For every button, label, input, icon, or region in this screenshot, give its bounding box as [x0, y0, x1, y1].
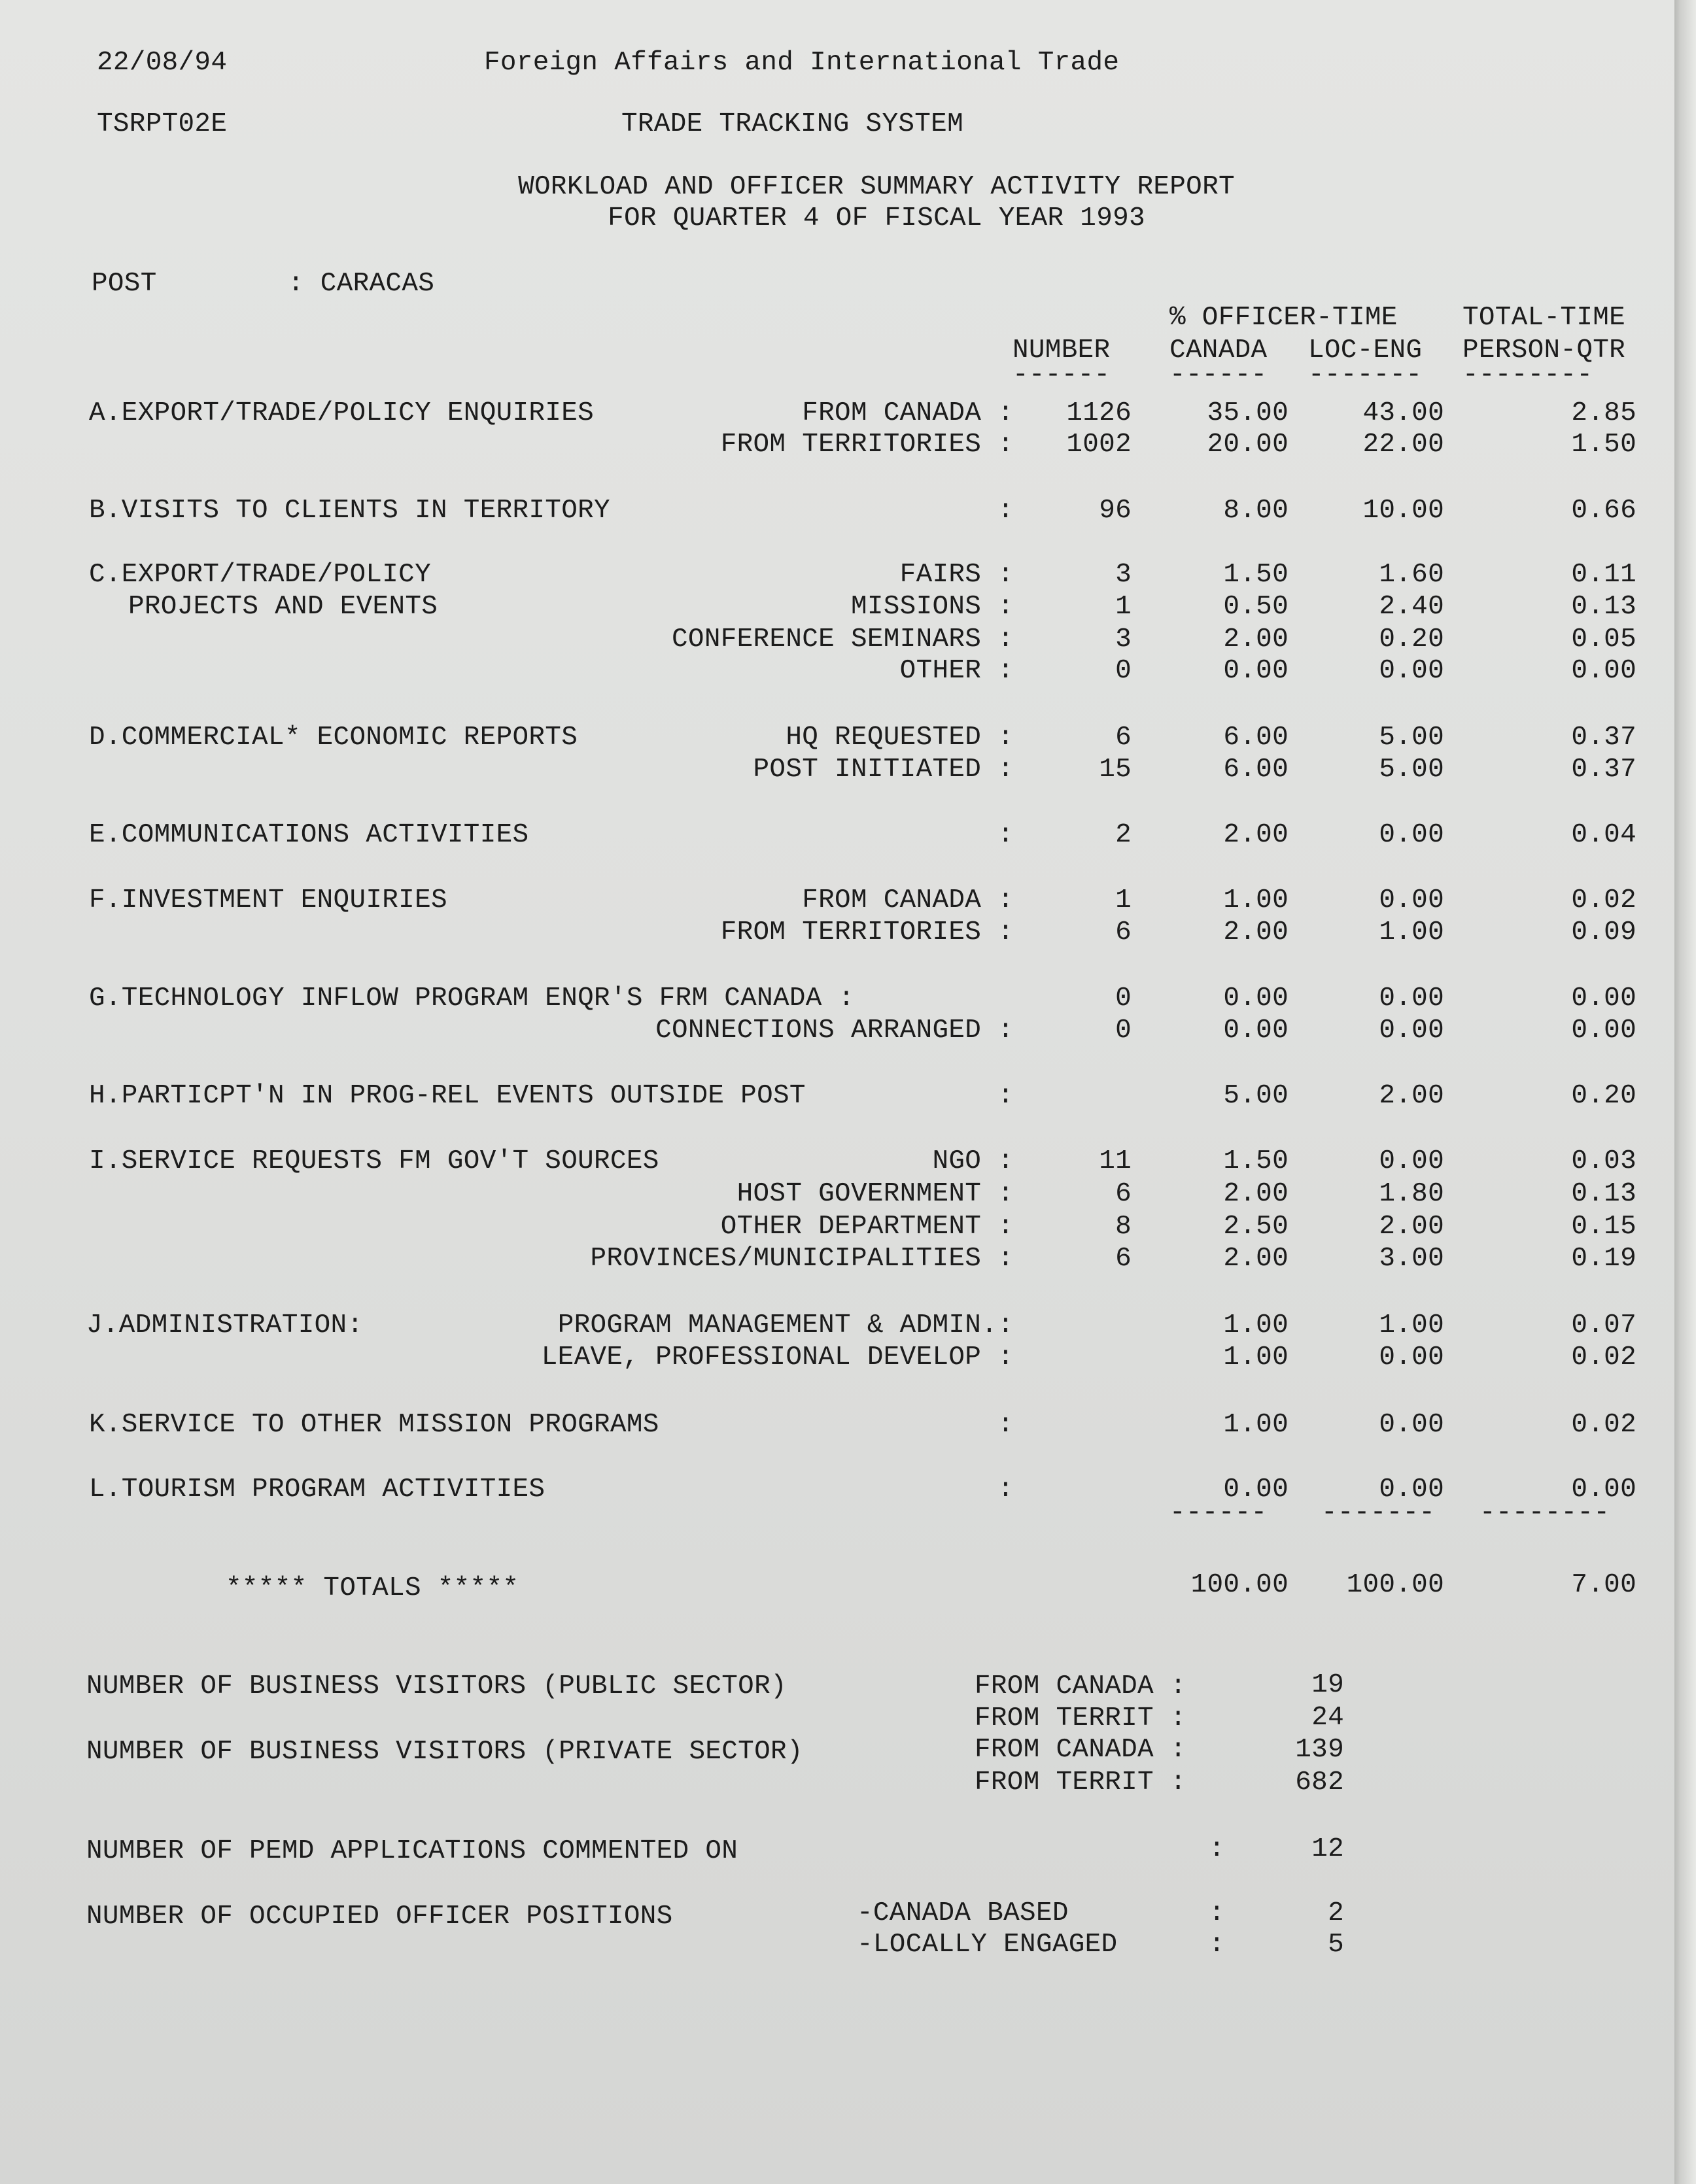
positions-local-value: 5	[1328, 1930, 1344, 1960]
section-i-row1-person: 0.03	[1571, 1146, 1636, 1176]
section-e-row1-number: 2	[1115, 820, 1132, 850]
section-e-row1-sub: :	[997, 820, 1014, 850]
section-a-row1-person: 2.85	[1571, 398, 1636, 428]
public-visitors-label: NUMBER OF BUSINESS VISITORS (PUBLIC SECTOR)	[86, 1671, 787, 1701]
section-c-row1-number: 3	[1115, 560, 1132, 590]
section-k-row1-canada: 1.00	[1223, 1410, 1289, 1440]
section-i-row2-person: 0.13	[1571, 1179, 1636, 1209]
section-c-row3-number: 3	[1115, 624, 1132, 655]
private-visitors-label: NUMBER OF BUSINESS VISITORS (PRIVATE SECTOR)	[86, 1737, 803, 1767]
section-j-label: J.ADMINISTRATION:	[86, 1310, 364, 1340]
section-d-row2-loceng: 5.00	[1379, 755, 1444, 785]
section-d-row1-loceng: 5.00	[1379, 723, 1444, 753]
private-from-territ-value: 682	[1295, 1767, 1344, 1798]
section-i-label: I.SERVICE REQUESTS FM GOV'T SOURCES	[89, 1146, 659, 1176]
section-f-row2-sub: FROM TERRITORIES :	[720, 917, 1014, 947]
number-col-underline: ------	[1012, 360, 1111, 390]
section-c-row3-sub: CONFERENCE SEMINARS :	[672, 624, 1014, 655]
section-g-row1-person: 0.00	[1571, 983, 1636, 1014]
section-d-row1-canada: 6.00	[1223, 723, 1289, 753]
section-k-row1-person: 0.02	[1571, 1410, 1636, 1440]
section-j-row2-canada: 1.00	[1223, 1342, 1289, 1373]
loceng-col-underline: -------	[1308, 360, 1423, 390]
section-j-row1-sub: PROGRAM MANAGEMENT & ADMIN.:	[557, 1310, 1014, 1340]
section-g-row2-number: 0	[1115, 1015, 1132, 1046]
section-g-row2-person: 0.00	[1571, 1015, 1636, 1046]
department-name: Foreign Affairs and International Trade	[484, 48, 1120, 78]
section-h-row1-canada: 5.00	[1223, 1081, 1289, 1111]
system-name: TRADE TRACKING SYSTEM	[621, 109, 963, 139]
section-d-row2-sub: POST INITIATED :	[753, 755, 1014, 785]
section-i-row2-sub: HOST GOVERNMENT :	[736, 1179, 1014, 1209]
section-c-row1-loceng: 1.60	[1379, 560, 1444, 590]
section-b-row1-number: 96	[1099, 496, 1132, 526]
section-i-row4-sub: PROVINCES/MUNICIPALITIES :	[590, 1244, 1014, 1274]
section-d-row1-sub: HQ REQUESTED :	[786, 723, 1014, 753]
section-e-row1-canada: 2.00	[1223, 820, 1289, 850]
positions-label: NUMBER OF OCCUPIED OFFICER POSITIONS	[86, 1902, 673, 1932]
section-c-row4-person: 0.00	[1571, 656, 1636, 686]
section-j-row1-loceng: 1.00	[1379, 1310, 1444, 1340]
section-f-row2-number: 6	[1115, 917, 1132, 947]
loceng-col-header: LOC-ENG	[1308, 335, 1423, 366]
section-a-row2-person: 1.50	[1571, 430, 1636, 460]
canada-col-header: CANADA	[1169, 335, 1268, 366]
canada-col-underline: ------	[1169, 360, 1268, 390]
section-d-label: D.COMMERCIAL* ECONOMIC REPORTS	[89, 723, 578, 753]
section-c-row1-sub: FAIRS :	[899, 560, 1014, 590]
section-k-row1-sub: :	[997, 1410, 1014, 1440]
section-g-row2-sub: CONNECTIONS ARRANGED :	[655, 1015, 1014, 1046]
section-d-row2-person: 0.37	[1571, 755, 1636, 785]
section-j-row1-canada: 1.00	[1223, 1310, 1289, 1340]
section-f-row1-sub: FROM CANADA :	[802, 885, 1014, 915]
totals-canada-underline: ------	[1169, 1498, 1268, 1528]
public-from-canada-label: FROM CANADA :	[975, 1671, 1186, 1701]
section-a-row1-canada: 35.00	[1207, 398, 1289, 428]
section-d-row2-number: 15	[1099, 755, 1132, 785]
section-f-row2-loceng: 1.00	[1379, 917, 1444, 947]
section-k-row1-loceng: 0.00	[1379, 1410, 1444, 1440]
totals-person: 7.00	[1571, 1570, 1636, 1600]
section-j-row2-sub: LEAVE, PROFESSIONAL DEVELOP :	[541, 1342, 1014, 1373]
totals-loceng: 100.00	[1346, 1570, 1444, 1600]
section-c-row2-canada: 0.50	[1223, 592, 1289, 622]
section-h-row1-sub: :	[997, 1081, 1014, 1111]
section-i-row4-canada: 2.00	[1223, 1244, 1289, 1274]
section-l-label: L.TOURISM PROGRAM ACTIVITIES	[89, 1475, 545, 1505]
section-j-row1-person: 0.07	[1571, 1310, 1636, 1340]
section-g-row1-canada: 0.00	[1223, 983, 1289, 1014]
section-a-row1-number: 1126	[1066, 398, 1132, 428]
section-f-row1-loceng: 0.00	[1379, 885, 1444, 915]
post-value: : CARACAS	[288, 269, 435, 299]
section-c-label: C.EXPORT/TRADE/POLICY	[89, 560, 431, 590]
section-d-row1-person: 0.37	[1571, 723, 1636, 753]
paper-edge	[1674, 0, 1696, 2184]
report-title: WORKLOAD AND OFFICER SUMMARY ACTIVITY REPORT	[518, 172, 1235, 202]
section-a-row2-canada: 20.00	[1207, 430, 1289, 460]
section-c-row4-canada: 0.00	[1223, 656, 1289, 686]
section-c-row2-number: 1	[1115, 592, 1132, 622]
section-d-row2-canada: 6.00	[1223, 755, 1289, 785]
post-label: POST	[92, 269, 157, 299]
section-f-row2-canada: 2.00	[1223, 917, 1289, 947]
section-e-row1-person: 0.04	[1571, 820, 1636, 850]
private-from-canada-value: 139	[1295, 1735, 1344, 1765]
section-g-row1-loceng: 0.00	[1379, 983, 1444, 1014]
report-subtitle: FOR QUARTER 4 OF FISCAL YEAR 1993	[608, 203, 1145, 233]
section-c-row4-sub: OTHER :	[899, 656, 1014, 686]
pemd-label: NUMBER OF PEMD APPLICATIONS COMMENTED ON	[86, 1836, 738, 1866]
positions-canada-label: -CANADA BASED	[857, 1898, 1069, 1928]
report-id: TSRPT02E	[97, 109, 228, 139]
section-f-row1-canada: 1.00	[1223, 885, 1289, 915]
section-i-row2-loceng: 1.80	[1379, 1179, 1444, 1209]
section-c-row3-canada: 2.00	[1223, 624, 1289, 655]
section-f-label: F.INVESTMENT ENQUIRIES	[89, 885, 447, 915]
section-g-row2-canada: 0.00	[1223, 1015, 1289, 1046]
section-a-label: A.EXPORT/TRADE/POLICY ENQUIRIES	[89, 398, 595, 428]
section-i-row1-loceng: 0.00	[1379, 1146, 1444, 1176]
section-b-label: B.VISITS TO CLIENTS IN TERRITORY	[89, 496, 610, 526]
section-k-label: K.SERVICE TO OTHER MISSION PROGRAMS	[89, 1410, 659, 1440]
positions-local-colon: :	[1209, 1930, 1225, 1960]
total-time-header: TOTAL-TIME	[1462, 303, 1626, 333]
section-e-label: E.COMMUNICATIONS ACTIVITIES	[89, 820, 529, 850]
officer-time-header: % OFFICER-TIME	[1169, 303, 1398, 333]
public-from-canada-value: 19	[1311, 1670, 1344, 1700]
section-c-row2-person: 0.13	[1571, 592, 1636, 622]
section-b-row1-person: 0.66	[1571, 496, 1636, 526]
section-b-row1-sub: :	[997, 496, 1014, 526]
section-e-row1-loceng: 0.00	[1379, 820, 1444, 850]
totals-canada: 100.00	[1190, 1570, 1289, 1600]
section-f-row1-number: 1	[1115, 885, 1132, 915]
section-a-row2-loceng: 22.00	[1362, 430, 1444, 460]
section-c-row2-sub: MISSIONS :	[850, 592, 1014, 622]
section-c-row1-canada: 1.50	[1223, 560, 1289, 590]
section-i-row1-number: 11	[1099, 1146, 1132, 1176]
section-i-row1-sub: NGO :	[932, 1146, 1014, 1176]
section-c-row4-number: 0	[1115, 656, 1132, 686]
section-b-row1-canada: 8.00	[1223, 496, 1289, 526]
section-h-label: H.PARTICPT'N IN PROG-REL EVENTS OUTSIDE POST	[89, 1081, 806, 1111]
section-j-row2-loceng: 0.00	[1379, 1342, 1444, 1373]
section-i-row4-person: 0.19	[1571, 1244, 1636, 1274]
section-c-row1-person: 0.11	[1571, 560, 1636, 590]
section-c-row3-loceng: 0.20	[1379, 624, 1444, 655]
section-i-row3-loceng: 2.00	[1379, 1212, 1444, 1242]
section-h-row1-loceng: 2.00	[1379, 1081, 1444, 1111]
section-l-row1-sub: :	[997, 1475, 1014, 1505]
section-a-row2-sub: FROM TERRITORIES :	[720, 430, 1014, 460]
section-b-row1-loceng: 10.00	[1362, 496, 1444, 526]
totals-person-underline: --------	[1480, 1498, 1610, 1528]
section-i-row2-number: 6	[1115, 1179, 1132, 1209]
section-i-row3-person: 0.15	[1571, 1212, 1636, 1242]
section-d-row1-number: 6	[1115, 723, 1132, 753]
section-i-row4-loceng: 3.00	[1379, 1244, 1444, 1274]
section-a-row1-sub: FROM CANADA :	[802, 398, 1014, 428]
public-from-territ-label: FROM TERRIT :	[975, 1703, 1186, 1733]
public-from-territ-value: 24	[1311, 1703, 1344, 1733]
number-col-header: NUMBER	[1012, 335, 1111, 366]
pemd-colon: :	[1209, 1834, 1225, 1864]
section-i-row1-canada: 1.50	[1223, 1146, 1289, 1176]
section-c-row3-person: 0.05	[1571, 624, 1636, 655]
totals-loceng-underline: -------	[1321, 1498, 1436, 1528]
positions-local-label: -LOCALLY ENGAGED	[857, 1930, 1118, 1960]
pemd-value: 12	[1311, 1834, 1344, 1864]
section-l-row1-loceng: 0.00	[1379, 1475, 1444, 1505]
section-j-row2-person: 0.02	[1571, 1342, 1636, 1373]
section-g-row1-number: 0	[1115, 983, 1132, 1014]
section-c-label2: PROJECTS AND EVENTS	[128, 592, 438, 622]
personqtr-col-header: PERSON-QTR	[1462, 335, 1626, 366]
personqtr-col-underline: --------	[1462, 360, 1593, 390]
section-g-label: G.TECHNOLOGY INFLOW PROGRAM ENQR'S FRM CANADA :	[89, 983, 855, 1014]
section-f-row2-person: 0.09	[1571, 917, 1636, 947]
section-i-row3-number: 8	[1115, 1212, 1132, 1242]
section-c-row4-loceng: 0.00	[1379, 656, 1444, 686]
positions-canada-colon: :	[1209, 1898, 1225, 1928]
section-g-row2-loceng: 0.00	[1379, 1015, 1444, 1046]
section-i-row4-number: 6	[1115, 1244, 1132, 1274]
private-from-canada-label: FROM CANADA :	[975, 1735, 1186, 1765]
section-c-row2-loceng: 2.40	[1379, 592, 1444, 622]
report-date: 22/08/94	[97, 48, 228, 78]
section-a-row2-number: 1002	[1066, 430, 1132, 460]
private-from-territ-label: FROM TERRIT :	[975, 1767, 1186, 1798]
section-i-row3-canada: 2.50	[1223, 1212, 1289, 1242]
section-a-row1-loceng: 43.00	[1362, 398, 1444, 428]
section-f-row1-person: 0.02	[1571, 885, 1636, 915]
section-l-row1-canada: 0.00	[1223, 1475, 1289, 1505]
section-i-row2-canada: 2.00	[1223, 1179, 1289, 1209]
section-h-row1-person: 0.20	[1571, 1081, 1636, 1111]
totals-label: ***** TOTALS *****	[226, 1573, 519, 1603]
section-l-row1-person: 0.00	[1571, 1475, 1636, 1505]
section-i-row3-sub: OTHER DEPARTMENT :	[720, 1212, 1014, 1242]
positions-canada-value: 2	[1328, 1898, 1344, 1928]
